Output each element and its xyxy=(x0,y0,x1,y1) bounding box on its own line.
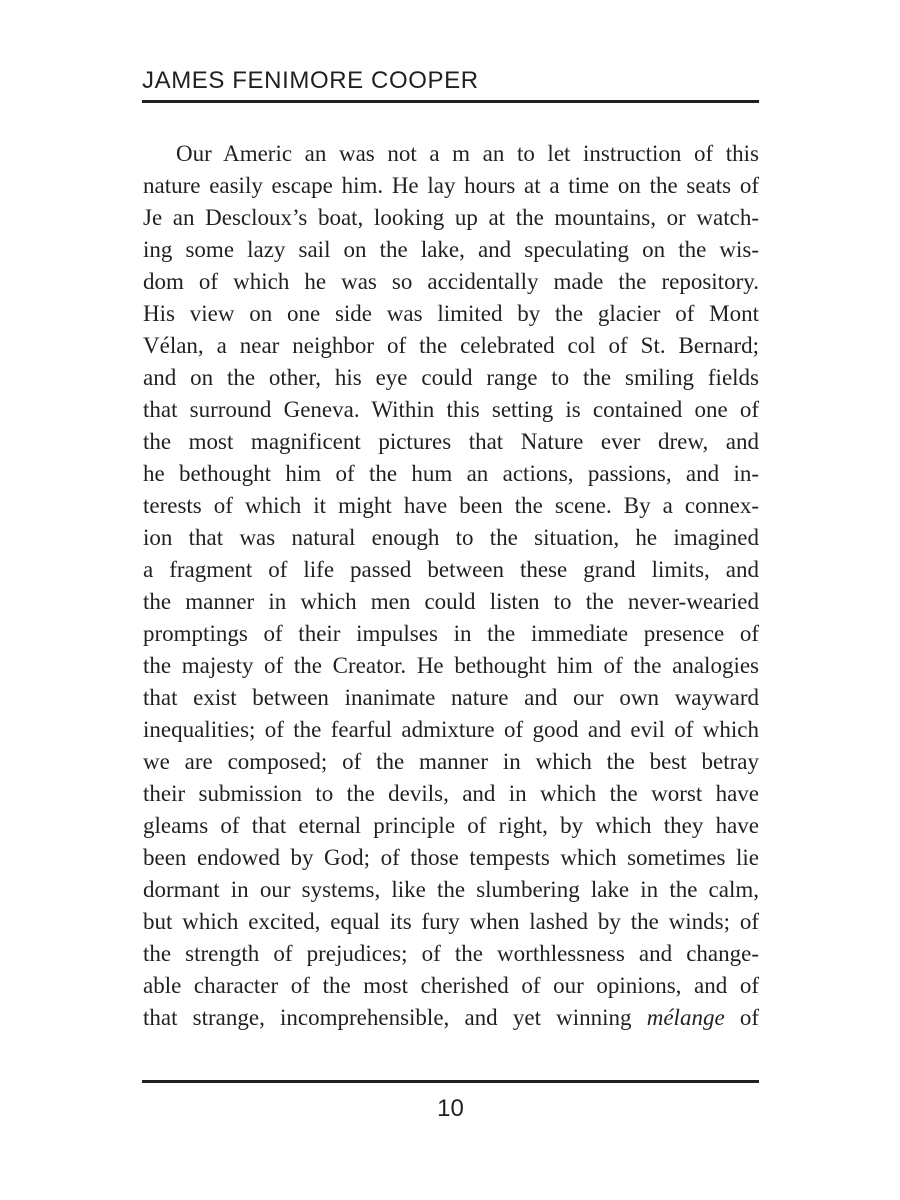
footer-rule xyxy=(142,1080,759,1083)
text-line: a fragment of life passed between these grand limits, and xyxy=(143,557,759,582)
text-line: His view on one side was limited by the glacier of Mont xyxy=(143,301,759,326)
text-run: of xyxy=(724,1005,760,1030)
text-line: dom of which he was so accidentally made the repository. xyxy=(143,269,759,294)
text-line: that surround Geneva. Within this setting is contained one of xyxy=(143,397,759,422)
text-line: ing some lazy sail on the lake, and speculating on the wis- xyxy=(143,237,759,262)
text-line: inequalities; of the fearful admixture of good and evil of which xyxy=(143,717,759,742)
text-line: ion that was natural enough to the situation, he imagined xyxy=(143,525,759,550)
text-line-last xyxy=(143,1002,759,1034)
text-line: the majesty of the Creator. He bethought him of the analogies xyxy=(143,653,759,678)
text-line: we are composed; of the manner in which the best betray xyxy=(143,749,759,774)
page-number: 10 xyxy=(437,1095,464,1122)
text-line: able character of the most cherished of our opinions, and of xyxy=(143,973,759,998)
text-line: Our Americ an was not a m an to let instruction of this xyxy=(176,141,759,166)
text-line: that exist between inanimate nature and our own wayward xyxy=(143,685,759,710)
text-line: Je an Descloux’s boat, looking up at the mountains, or watch- xyxy=(143,205,759,230)
text-line: the strength of prejudices; of the worthlessness and change- xyxy=(143,941,759,966)
body-text xyxy=(143,138,759,1034)
text-line: terests of which it might have been the scene. By a connex- xyxy=(143,493,759,518)
running-head: JAMES FENIMORE COOPER xyxy=(142,67,479,94)
text-line: but which excited, equal its fury when lashed by the winds; of xyxy=(143,909,759,934)
text-line: and on the other, his eye could range to the smiling fields xyxy=(143,365,759,390)
text-line: promptings of their impulses in the immediate presence of xyxy=(143,621,759,646)
text-line: Vélan, a near neighbor of the celebrated col of St. Bernard; xyxy=(143,333,759,358)
text-line: dormant in our systems, like the slumbering lake in the calm, xyxy=(143,877,759,902)
text-line: gleams of that eternal principle of right, by which they have xyxy=(143,813,759,838)
italic-word: mélange xyxy=(646,1005,725,1030)
text-line: he bethought him of the hum an actions, passions, and in- xyxy=(143,461,759,486)
text-line: the manner in which men could listen to the never-wearied xyxy=(143,589,759,614)
text-line: been endowed by God; of those tempests which sometimes lie xyxy=(143,845,759,870)
text-line: the most magnificent pictures that Nature ever drew, and xyxy=(143,429,759,454)
header-rule xyxy=(142,100,759,103)
text-line: nature easily escape him. He lay hours at a time on the seats of xyxy=(143,173,759,198)
text-run: that strange, incomprehensible, and yet winning xyxy=(143,1005,647,1030)
text-line: their submission to the devils, and in which the worst have xyxy=(143,781,759,806)
